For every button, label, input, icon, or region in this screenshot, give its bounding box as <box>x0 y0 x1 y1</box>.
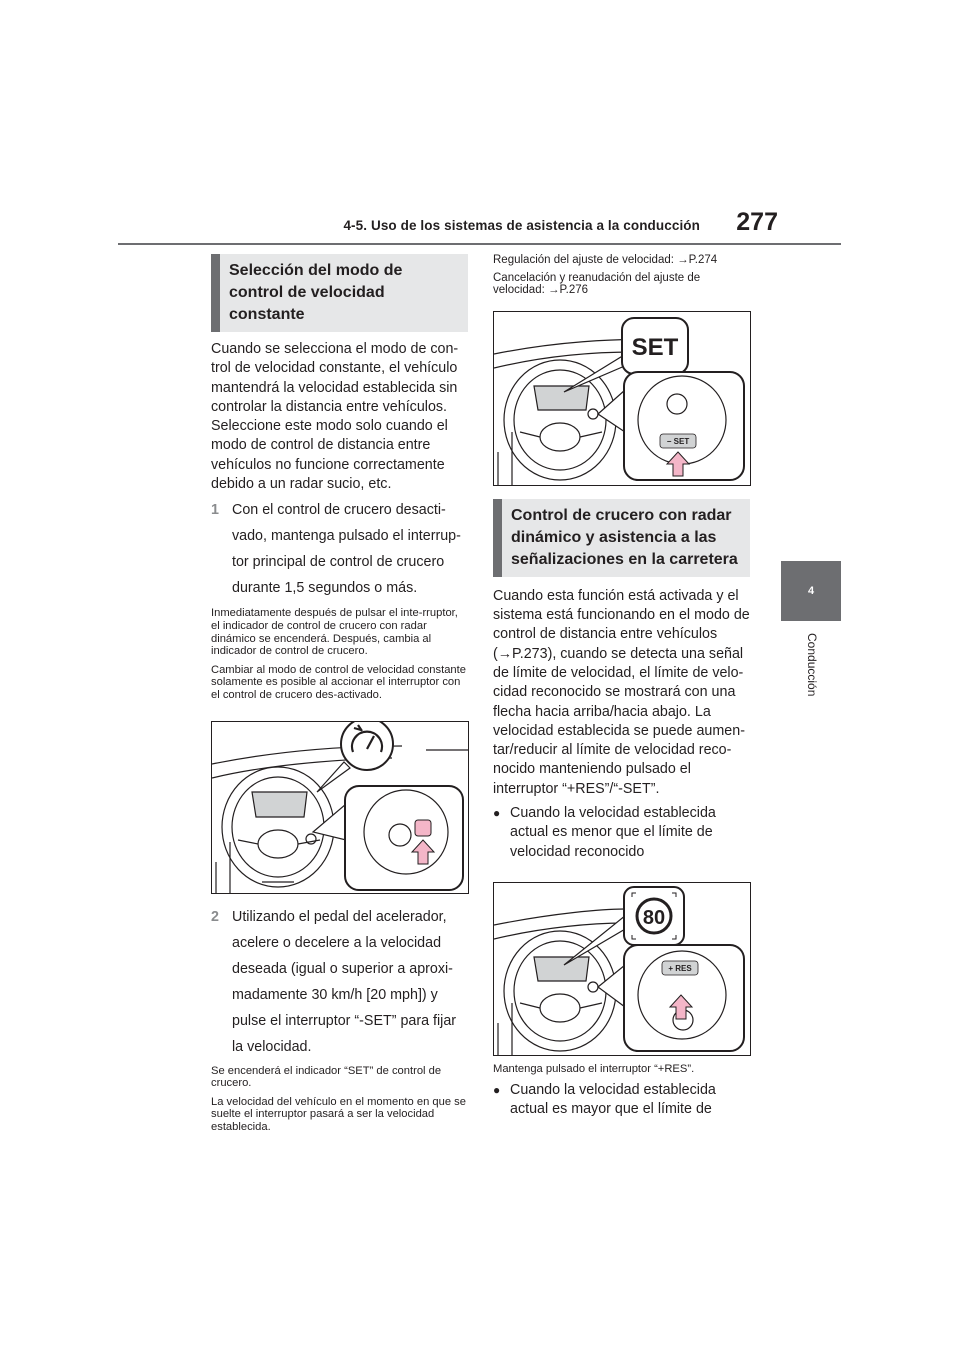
steering-wheel-illustration <box>212 722 468 893</box>
res-switch-label: + RES <box>668 963 692 973</box>
note-indicator: Inmediatamente después de pulsar el inte-rruptor, el indicador de control de crucero con radar dinámico se encenderá. Después, cambia al indicador de control de crucero. <box>211 607 458 658</box>
set-callout-label: SET <box>631 333 679 361</box>
figure-res-switch <box>493 882 751 1056</box>
figure-caption: Mantenga pulsado el interruptor “+RES”. <box>493 1062 695 1075</box>
section-heading-constant-speed: Selección del modo de control de velocidad constante <box>211 254 468 332</box>
step-1 <box>211 497 468 601</box>
step-number: 2 <box>211 908 219 925</box>
steering-wheel-illustration <box>494 312 750 485</box>
step-number: 1 <box>211 502 219 519</box>
bullet-higher-speed <box>493 1081 750 1120</box>
step-text: Con el control de crucero desacti-vado, mantenga pulsado el interrup-tor principal de control de crucero durante 1,5 segundos o más. <box>232 502 461 597</box>
running-header-title: 4-5. Uso de los sistemas de asistencia a la conducción <box>343 218 700 233</box>
radar-cruise-paragraph: Cuando esta función está activada y el sistema está funcionando en el modo de control de distancia entre vehículos (→P.273), cuando se detecta una señal de límite de velocidad, el límite de velo-cidad reconocido se mostrará con una flecha hacia arriba/hacia abajo. La velocidad establecida se puede aumen-tar/reducir al límite de velocidad reco-nocido manteniendo pulsado el interruptor “+RES”/“-SET”. <box>493 587 750 797</box>
step-2 <box>211 904 468 1060</box>
ref-speed-adjust: Regulación del ajuste de velocidad: →P.274 <box>493 254 718 266</box>
ref-cancel-resume: Cancelación y reanudación del ajuste de velocidad: →P.276 <box>493 271 701 297</box>
note-set-speed: La velocidad del vehículo en el momento en que se suelte el interruptor pasará a ser la velocidad establecida. <box>211 1095 466 1133</box>
cruise-control-main-switch-icon <box>415 820 431 836</box>
chapter-label: Conducción <box>805 633 819 697</box>
constant-speed-intro: Cuando se selecciona el modo de con-trol de velocidad constante, el vehículo mantendrá la velocidad establecida sin controlar la distancia entre vehículos. Seleccione este modo solo cuando el modo de control de distancia entre vehículos no funcione correctamente debido a un radar sucio, etc. <box>211 341 459 493</box>
bullet-text: Cuando la velocidad establecida actual es mayor que el límite de <box>510 1081 716 1117</box>
page-number: 277 <box>736 208 778 236</box>
set-switch-label: − SET <box>666 436 690 446</box>
figure-set-switch <box>493 311 751 486</box>
step-text: Utilizando el pedal del acelerador, acelere o decelere a la velocidad deseada (igual o superior a aproxi-madamente 30 km/h [20 mph]) y pulse el interruptor “-SET” para fijar la velocidad. <box>232 908 457 1055</box>
section-heading-radar-cruise: Control de crucero con radar dinámico y asistencia a las señalizaciones en la carretera <box>493 499 750 577</box>
bullet-text: Cuando la velocidad establecida actual es menor que el límite de velocidad reconocido <box>510 805 716 860</box>
chapter-tab: 4 <box>781 561 841 621</box>
header-rule <box>118 243 841 245</box>
bullet-icon: ● <box>493 806 501 821</box>
bullet-lower-speed <box>493 804 750 862</box>
note-switch-mode: Cambiar al modo de control de velocidad constante solamente es posible al accionar el interruptor con el control de crucero des-activado. <box>211 663 466 701</box>
bullet-icon: ● <box>493 1082 501 1097</box>
left-column <box>211 254 468 1134</box>
steering-wheel-illustration <box>494 883 750 1055</box>
note-set-indicator: Se encenderá el indicador “SET” de control de crucero. <box>211 1064 442 1090</box>
figure-main-switch <box>211 721 469 894</box>
speed-limit-sign: 80 <box>642 906 666 929</box>
right-column <box>493 254 750 1119</box>
